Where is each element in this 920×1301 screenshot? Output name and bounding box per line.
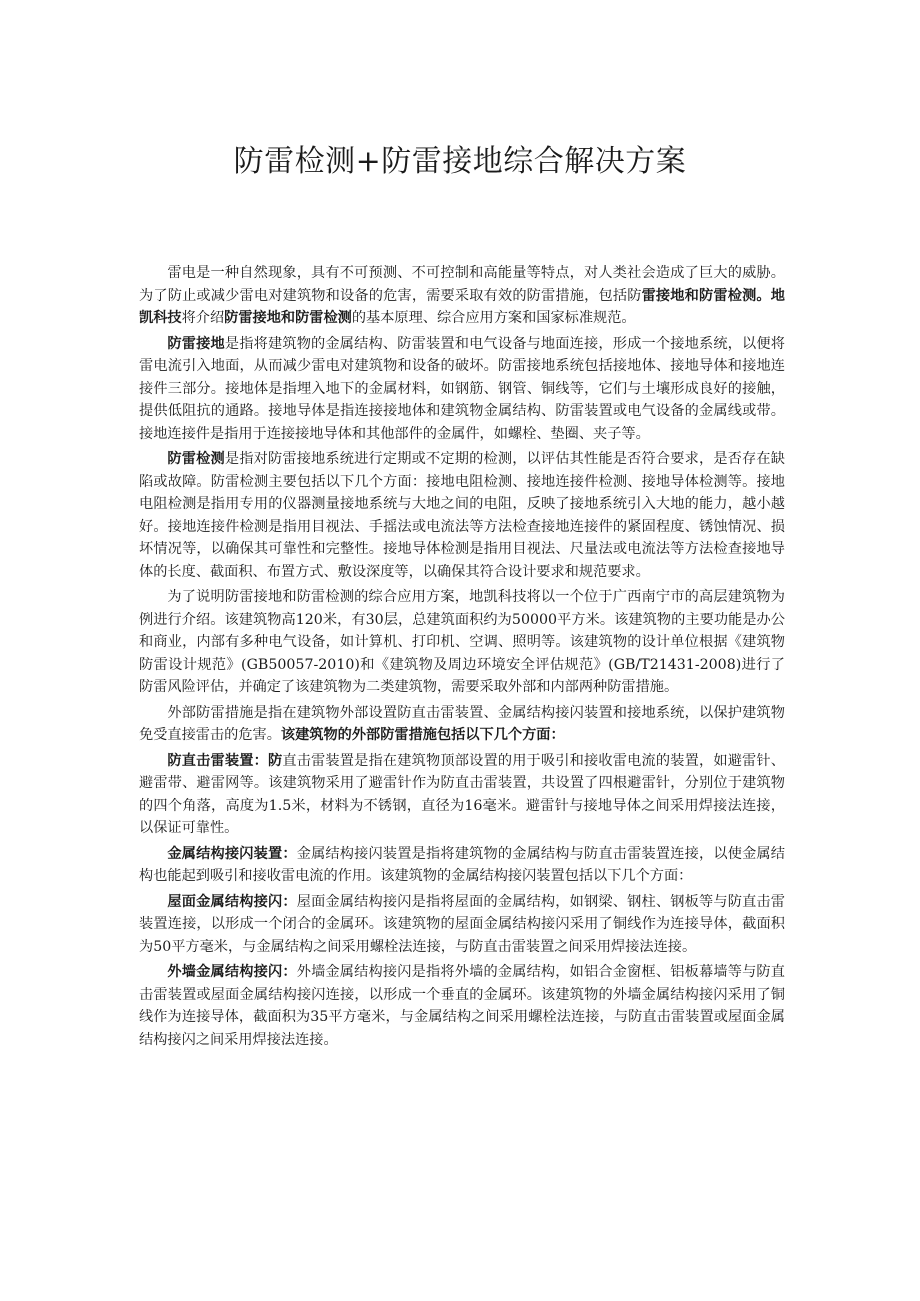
bold-text-run: 防雷接地 bbox=[167, 335, 225, 352]
body-paragraph bbox=[139, 448, 785, 583]
document-body bbox=[139, 262, 785, 1054]
body-paragraph bbox=[139, 262, 785, 330]
body-paragraph bbox=[139, 891, 785, 959]
text-run: 直击雷装置是指在建筑物顶部设置的用于吸引和接收雷电流的装置，如避雷针、避雷带、避雷网等。该建筑物采用了避雷针作为防直击雷装置，共设置了四根避雷针，分别位于建筑物的四个角落，高度为1.5米，材料为不锈钢，直径为16毫米。避雷针与接地导体之间采用焊接法连接，以保证可靠性。 bbox=[139, 752, 785, 836]
bold-text-run: 外墙金属结构接闪： bbox=[167, 964, 297, 980]
text-run: 金属结构接闪装置是指将建筑物的金属结构与防直击雷装置连接，以使金属结构也能起到吸引和接收雷电流的作用。该建筑物的金属结构接闪装置包括以下几个方面： bbox=[139, 845, 785, 884]
bold-text-run: 金属结构接闪装置： bbox=[167, 845, 297, 862]
text-run: 将介绍 bbox=[181, 310, 225, 326]
body-paragraph bbox=[139, 750, 785, 840]
body-paragraph bbox=[139, 961, 785, 1051]
text-run: 的基本原理、综合应用方案和国家标准规范。 bbox=[351, 310, 636, 326]
text-run: 为了说明防雷接地和防雷检测的综合应用方案，地凯科技将以一个位于广西南宁市的高层建筑物为例进行介绍。该建筑物高120米，有30层，总建筑面积约为50000平方米。该建筑物的主要功能是办公和商业，内部有多种电气设备，如计算机、打印机、空调、照明等。该建筑物的设计单位根据《建筑物防雷设计规范》(GB50057-2010)和《建筑物及周边环境安全评估规范》(GB/T21431-2008)进行了防雷风险评估，并确定了该建筑物为二类建筑物，需要采取外部和内部两种防雷措施。 bbox=[139, 589, 785, 695]
bold-text-run: 防雷检测 bbox=[167, 451, 225, 467]
body-paragraph bbox=[139, 586, 785, 699]
text-run: 是指对防雷接地系统进行定期或不定期的检测，以评估其性能是否符合要求，是否存在缺陷或故障。防雷检测主要包括以下几个方面：接地电阻检测、接地连接件检测、接地导体检测等。接地电阻检测是指用专用的仪器测量接地系统与大地之间的电阻，反映了接地系统引入大地的能力，越小越好。接地连接件检测是指用目视法、手摇法或电流法等方法检查接地连接件的紧固程度、锈蚀情况、损坏情况等，以确保其可靠性和完整性。接地导体检测是指用目视法、尺量法或电流法等方法检查接地导体的长度、截面积、布置方式、敷设深度等，以确保其符合设计要求和规范要求。 bbox=[139, 451, 785, 580]
text-run: 屋面金属结构接闪是指将屋面的金属结构，如钢梁、钢柱、钢板等与防直击雷装置连接，以形成一个闭合的金属环。该建筑物的屋面金属结构接闪采用了铜线作为连接导体，截面积为50平方毫米，与金属结构之间采用螺栓法连接，与防直击雷装置之间采用焊接法连接。 bbox=[139, 893, 785, 955]
text-run: 外部防雷措施是指在建筑物外部设置防直击雷装置、金属结构接闪装置和接地系统，以保护建筑物免受直接雷击的危害。 bbox=[139, 704, 785, 743]
bold-text-run: 防雷接地和防雷检测 bbox=[224, 310, 352, 326]
text-run: 是指将建筑物的金属结构、防雷装置和电气设备与地面连接，形成一个接地系统，以便将雷电流引入地面，从而减少雷电对建筑物和设备的破坏。防雷接地系统包括接地体、接地导体和接地连接件三部分。接地体是指埋入地下的金属材料，如钢筋、钢管、铜线等，它们与土壤形成良好的接触，提供低阻抗的通路。接地导体是指连接接地体和建筑物金属结构、防雷装置或电气设备的金属线或带。接地连接件是指用于连接接地导体和其他部件的金属件，如螺栓、垫圈、夹子等。 bbox=[139, 335, 785, 442]
document-title: 防雷检测+防雷接地综合解决方案 bbox=[233, 144, 687, 179]
bold-text-run: 防直击雷装置：防 bbox=[167, 752, 283, 769]
bold-text-run: 雷接地和防雷检测。地凯科技 bbox=[139, 287, 785, 326]
bold-text-run: 屋面金属结构接闪： bbox=[167, 893, 297, 910]
body-paragraph bbox=[139, 702, 785, 747]
text-run: 雷电是一种自然现象，具有不可预测、不可控制和高能量等特点，对人类社会造成了巨大的威胁。为了防止或减少雷电对建筑物和设备的危害，需要采取有效的防雷措施，包括防 bbox=[139, 265, 785, 304]
body-paragraph bbox=[139, 843, 785, 888]
body-paragraph bbox=[139, 333, 785, 446]
bold-text-run: 该建筑物的外部防雷措施包括以下几个方面： bbox=[280, 727, 565, 743]
text-run: 外墙金属结构接闪是指将外墙的金属结构，如铝合金窗框、铝板幕墙等与防直击雷装置或屋面金属结构接闪连接，以形成一个垂直的金属环。该建筑物的外墙金属结构接闪采用了铜线作为连接导体，截面积为35平方毫米，与金属结构之间采用螺栓法连接，与防直击雷装置或屋面金属结构接闪之间采用焊接法连接。 bbox=[139, 964, 785, 1048]
